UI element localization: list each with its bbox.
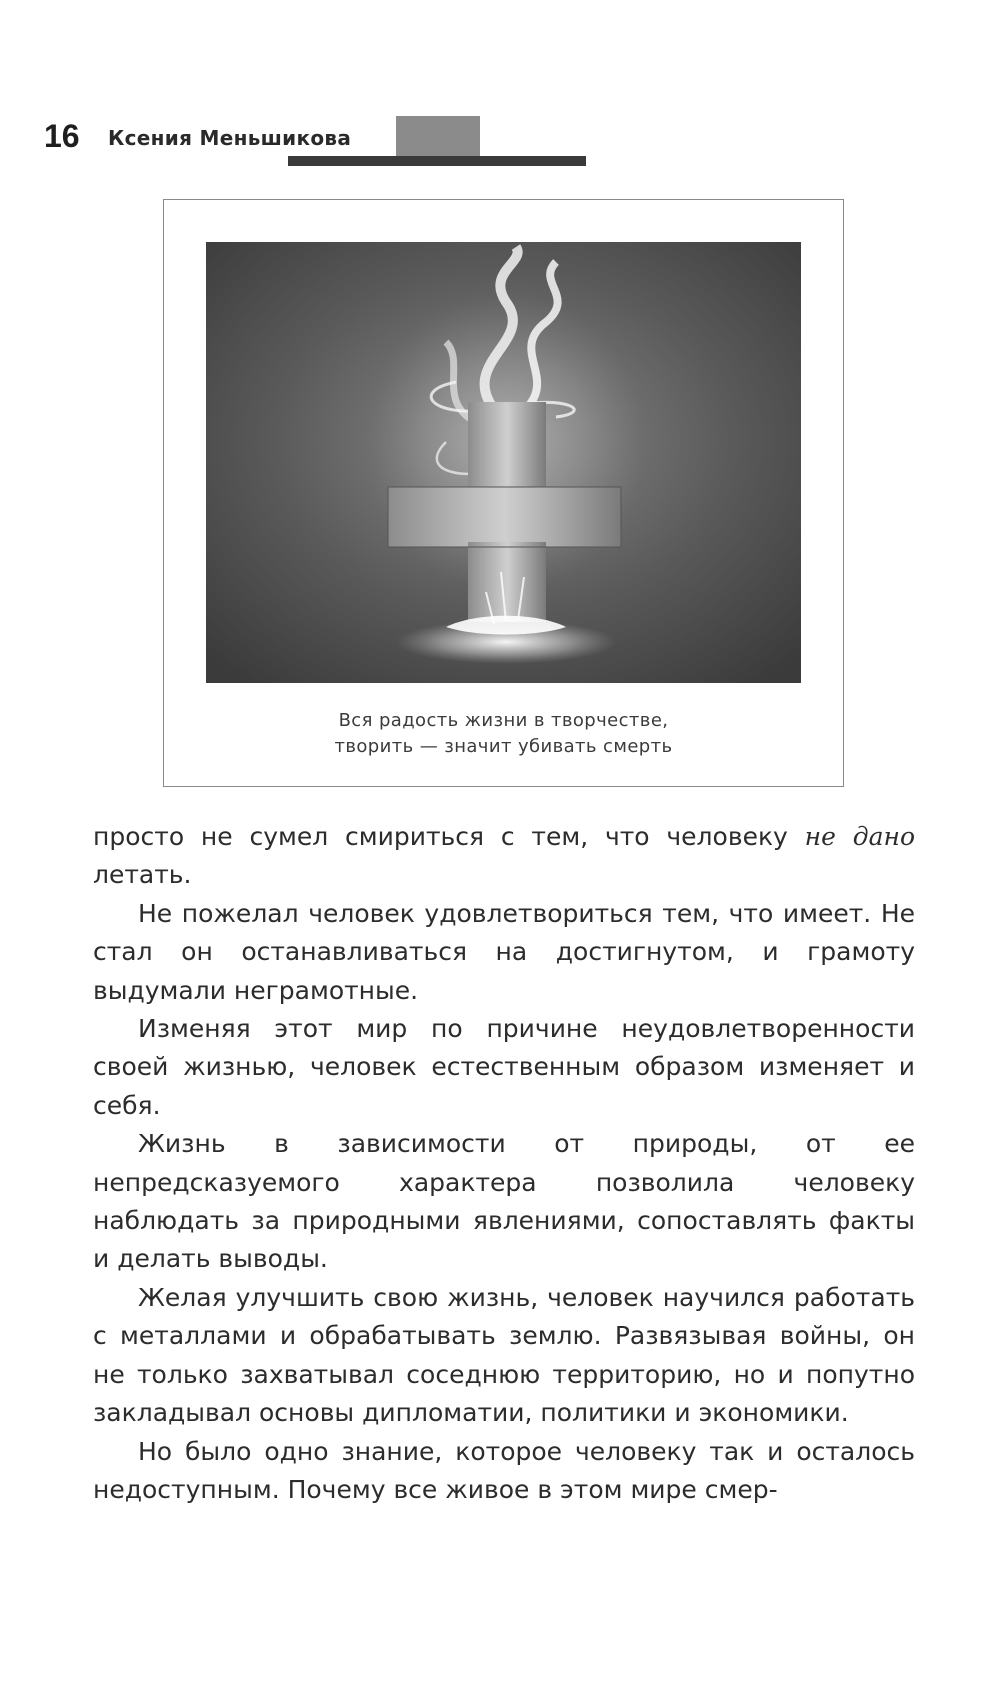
paragraph: Но было одно знание, которое человеку так и осталось недоступным. Почему все живое в этом мире смер-: [93, 1436, 915, 1504]
body-text: [93, 818, 915, 1509]
paragraph-text: летать.: [93, 860, 192, 890]
paragraph: Жизнь в зависимости от природы, от ее непредсказуемого характера позволила человеку наблюдать за природными явлениями, сопоставлять факты и делать выводы.: [93, 1129, 915, 1274]
running-head-author: Ксения Меньшикова: [108, 126, 352, 150]
paragraph: Не пожелал человек удовлетвориться тем, что имеет. Не стал он останавливаться на достигнутом, и грамоту выдумали неграмотные.: [93, 898, 915, 1005]
caption-line: Вся радость жизни в творчестве,: [338, 710, 669, 731]
figure-caption: [164, 708, 843, 760]
page-number: 16: [44, 118, 80, 154]
paragraph-text: просто не сумел смириться с тем, что человеку: [93, 822, 805, 851]
paragraph: Желая улучшить свою жизнь, человек научился работать с металлами и обрабатывать землю. Развязывая войны, он не только захватывал соседнюю территорию, но и попутно закладывал основы дипломатии, политики и экономики.: [93, 1282, 915, 1428]
running-header: [44, 114, 604, 174]
paragraph: [93, 818, 915, 895]
cross-in-smoke-photo-icon: [206, 242, 801, 683]
emphasis-text: не дано: [804, 822, 915, 851]
figure-frame: [163, 199, 844, 787]
paragraph: Изменяя этот мир по причине неудовлетворенности своей жизнью, человек естественным образом изменяет и себя.: [93, 1014, 915, 1120]
header-decor-bar: [288, 156, 586, 166]
header-decor-block: [396, 116, 480, 156]
caption-line: творить — значит убивать смерть: [334, 736, 673, 757]
